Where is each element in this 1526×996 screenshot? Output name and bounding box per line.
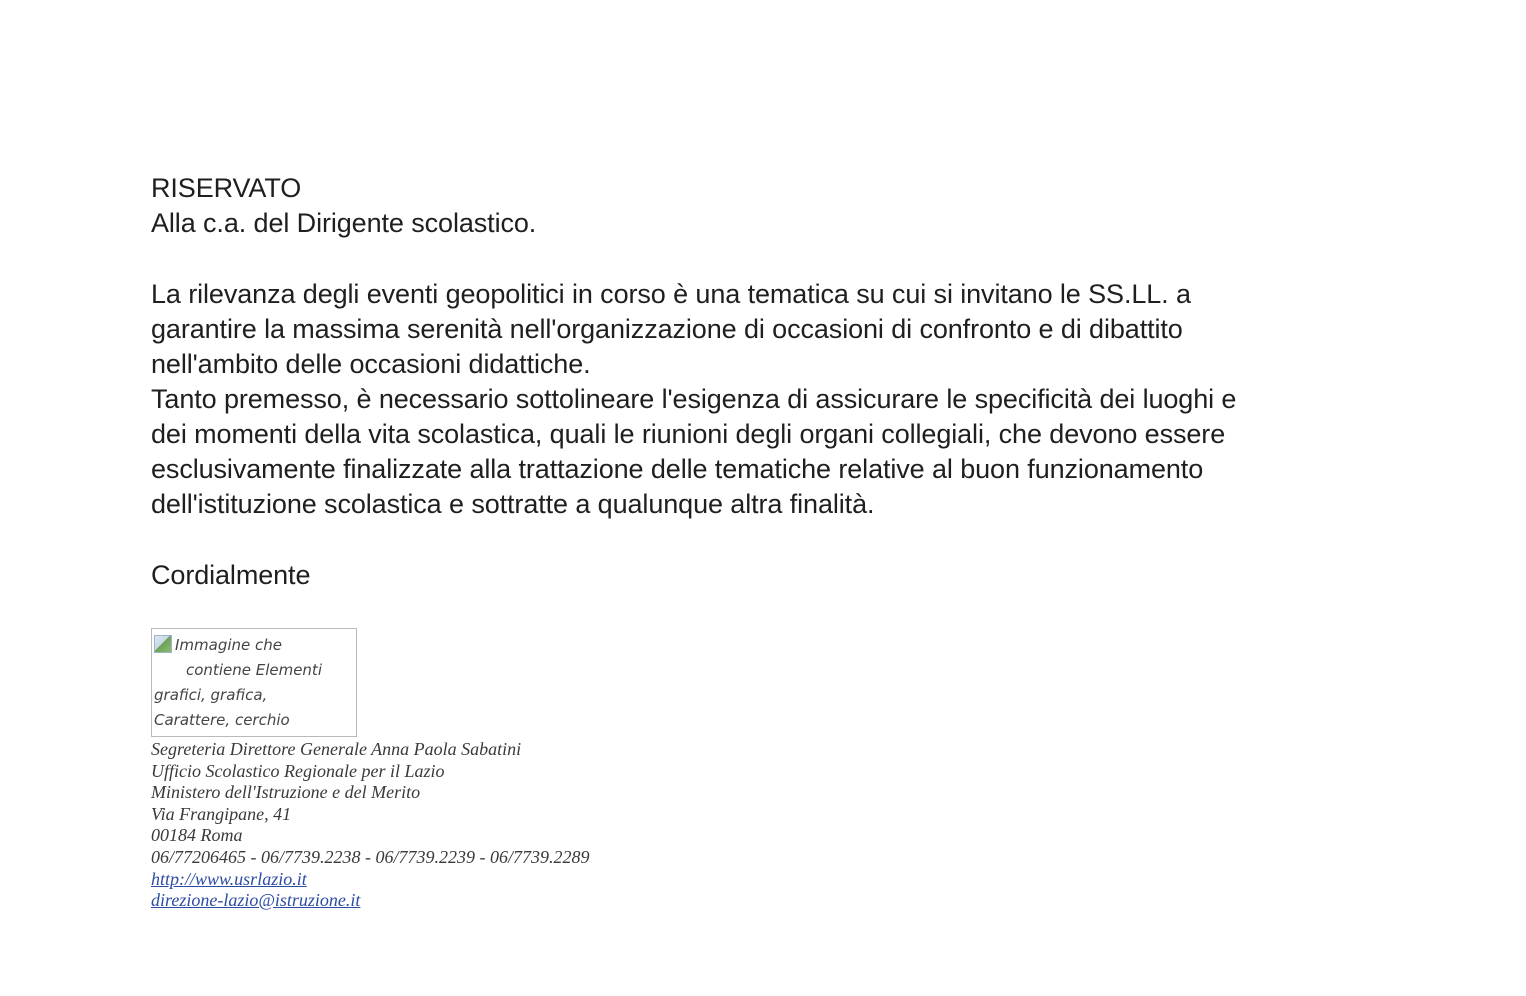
body-line: Tanto premesso, è necessario sottolineare l'esigenza di assicurare le specificità dei luoghi e <box>151 384 1237 414</box>
logo-alt-text: Carattere, cerchio <box>154 711 290 729</box>
logo-image-placeholder <box>151 628 357 737</box>
logo-alt-text: Immagine che <box>175 636 283 654</box>
signature-phones: 06/77206465 - 06/7739.2238 - 06/7739.2239 - 06/7739.2289 <box>151 846 590 867</box>
body-line: garantire la massima serenità nell'organizzazione di occasioni di confronto e di dibattito <box>151 314 1183 344</box>
email-body <box>151 171 1451 593</box>
body-line: dei momenti della vita scolastica, quali le riunioni degli organi collegiali, che devono essere <box>151 419 1226 449</box>
signature-city: 00184 Roma <box>151 825 243 846</box>
email-link[interactable]: direzione-lazio@istruzione.it <box>151 890 361 911</box>
signature-office: Segreteria Direttore Generale Anna Paola Sabatini <box>151 739 522 759</box>
website-link[interactable]: http://www.usrlazio.it <box>151 868 307 889</box>
broken-image-icon <box>154 635 172 653</box>
email-signature <box>151 739 590 912</box>
message-paragraphs <box>151 277 1451 522</box>
body-line: La rilevanza degli eventi geopolitici in corso è una tematica su cui si invitano le SS.LL. a <box>151 279 1191 309</box>
signature-ministry: Ministero dell'Istruzione e del Merito <box>151 782 421 803</box>
body-line: dell'istituzione scolastica e sottratte a qualunque altra finalità. <box>151 489 875 519</box>
body-line: esclusivamente finalizzate alla trattazione delle tematiche relative al buon funzionamento <box>151 454 1204 484</box>
recipient-line: Alla c.a. del Dirigente scolastico. <box>151 208 537 238</box>
logo-alt-text: contiene Elementi <box>186 661 322 679</box>
body-line: nell'ambito delle occasioni didattiche. <box>151 349 591 379</box>
confidential-marking: RISERVATO <box>151 173 302 203</box>
signature-department: Ufficio Scolastico Regionale per il Lazio <box>151 760 445 781</box>
signature-address: Via Frangipane, 41 <box>151 803 292 824</box>
logo-alt-text: grafici, grafica, <box>154 686 268 704</box>
closing-salutation: Cordialmente <box>151 560 311 590</box>
